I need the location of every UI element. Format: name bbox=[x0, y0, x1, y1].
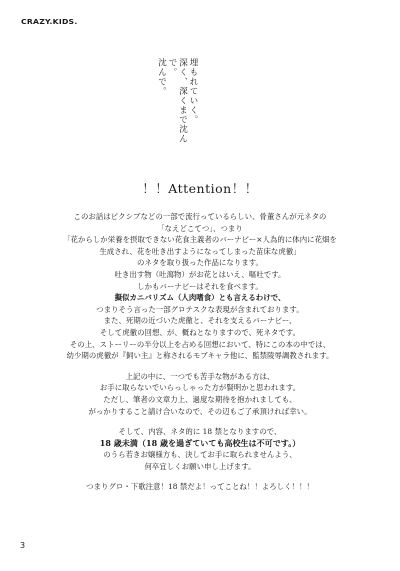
body-line: 何卒宜しくお願い申し上げます。 bbox=[144, 461, 256, 471]
body-line: その上、ストーリーの半分以上を占める回想において、特にこの本の中では、 bbox=[69, 339, 331, 349]
body-line: しかもバーナビーはそれを食べます。 bbox=[137, 281, 263, 291]
poem-line: 沈んで。 bbox=[156, 58, 167, 96]
circle-logo: CRAZY.KIDS. bbox=[21, 18, 78, 26]
poem-line: 埋もれていく。 bbox=[188, 58, 198, 125]
attention-body bbox=[14, 211, 386, 493]
body-line: 擬似カニバリズム（人肉嗜食）とも言えるわけで、 bbox=[114, 293, 286, 303]
body-line: そして虎徹の回想、が、概ねとなりますので、死ネタです。 bbox=[99, 327, 301, 337]
paragraph-gap bbox=[14, 417, 386, 426]
paragraph-gap bbox=[14, 362, 386, 371]
body-line: また、死期の近づいた虎徹と、それを支えるバーナビー、 bbox=[103, 316, 297, 326]
body-line: つまりグロ・下歌注意！18 禁だよ！ってことね！！よろしく！！！ bbox=[86, 482, 314, 492]
body-line: そして、内容、ネタ的に 18 禁となりますので、 bbox=[118, 427, 282, 437]
vertical-poem bbox=[156, 58, 198, 148]
body-line: 生成され、花を吐き出すようになってしまった苗床な虎徹」 bbox=[99, 246, 301, 256]
body-line: 吐き出す物（吐瀉物）がお花とはいえ、嘔吐です。 bbox=[114, 269, 286, 279]
attention-heading: ！！Attention！！ bbox=[142, 181, 258, 196]
body-line: 幼少期の虎徹が『飼い主』と称されるモブキャラ他に、監禁陵辱調教されます。 bbox=[66, 351, 334, 361]
body-line: 「花からしか栄養を摂取できない花食主義者のバーナビー×人為的に体内に花畑を bbox=[63, 235, 337, 245]
body-line: 「なえどこてつ」、つまり bbox=[157, 223, 243, 233]
page-number: 3 bbox=[20, 541, 26, 550]
body-line: 18 歳未満（18 歳を過ぎていても高校生は不可です。） bbox=[99, 437, 301, 448]
body-line: のうら若きお嬢様方も、決してお手に取られませんよう、 bbox=[103, 450, 297, 460]
poem-line: 深く、深くまで沈んで。 bbox=[167, 58, 188, 144]
body-line: このお話はピクシブなどの一部で流行っているらしい、骨董さんが元ネタの bbox=[73, 212, 327, 221]
body-line: ただし、筆者の文章力上、過度な期待を抱かれましても、 bbox=[103, 394, 297, 404]
body-line: がっかりすること請け合いなので、その辺もご了承頂ければ幸い。 bbox=[88, 406, 312, 416]
body-line: 上記の中に、一つでも苦手な物がある方は、 bbox=[125, 371, 275, 381]
body-line: お手に取らないでいらっしゃった方が賢明かと思われます。 bbox=[99, 383, 301, 393]
body-line: のネタを取り扱った作品になります。 bbox=[137, 258, 263, 268]
body-line: つまりそう言った一部グロテスクな表現が含まれております。 bbox=[96, 304, 304, 314]
paragraph-gap bbox=[14, 472, 386, 481]
